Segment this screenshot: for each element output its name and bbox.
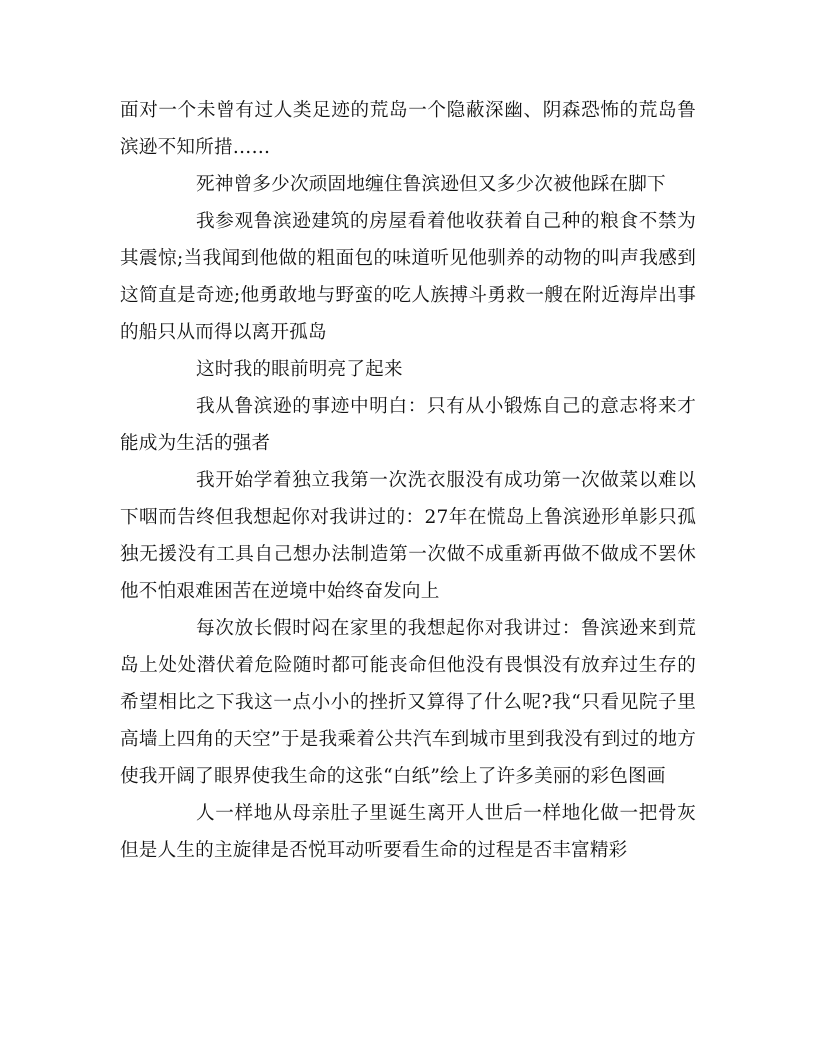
document-body <box>120 92 696 869</box>
paragraph-7: 每次放长假时闷在家里的我想起你对我讲过：鲁滨逊来到荒岛上处处潜伏着危险随时都可能丧命但他没有畏惧没有放弃过生存的希望相比之下我这一点小小的挫折又算得了什么呢?我“只看见院子里高墙上四角的天空”于是我乘着公共汽车到城市里到我没有到过的地方使我开阔了眼界使我生命的这张“白纸”绘上了许多美丽的彩色图画 <box>120 618 696 787</box>
paragraph-1: 面对一个未曾有过人类足迹的荒岛一个隐蔽深幽、阴森恐怖的荒岛鲁滨逊不知所措…… <box>120 100 696 158</box>
paragraph-6: 我开始学着独立我第一次洗衣服没有成功第一次做菜以难以下咽而告终但我想起你对我讲过的：27年在慌岛上鲁滨逊形单影只孤独无援没有工具自己想办法制造第一次做不成重新再做不做成不罢休他不怕艰难困苦在逆境中始终奋发向上 <box>120 470 696 602</box>
paragraph-5: 我从鲁滨逊的事迹中明白：只有从小锻炼自己的意志将来才能成为生活的强者 <box>120 396 696 454</box>
paragraph-4: 这时我的眼前明亮了起来 <box>196 359 403 380</box>
paragraph-2: 死神曾多少次顽固地缠住鲁滨逊但又多少次被他踩在脚下 <box>196 174 666 195</box>
paragraph-8: 人一样地从母亲肚子里诞生离开人世后一样地化做一把骨灰但是人生的主旋律是否悦耳动听要看生命的过程是否丰富精彩 <box>120 803 696 861</box>
paragraph-3: 我参观鲁滨逊建筑的房屋看着他收获着自己种的粮食不禁为其震惊;当我闻到他做的粗面包的味道听见他驯养的动物的叫声我感到这简直是奇迹;他勇敢地与野蛮的吃人族搏斗勇救一艘在附近海岸出事的船只从而得以离开孤岛 <box>120 211 696 343</box>
